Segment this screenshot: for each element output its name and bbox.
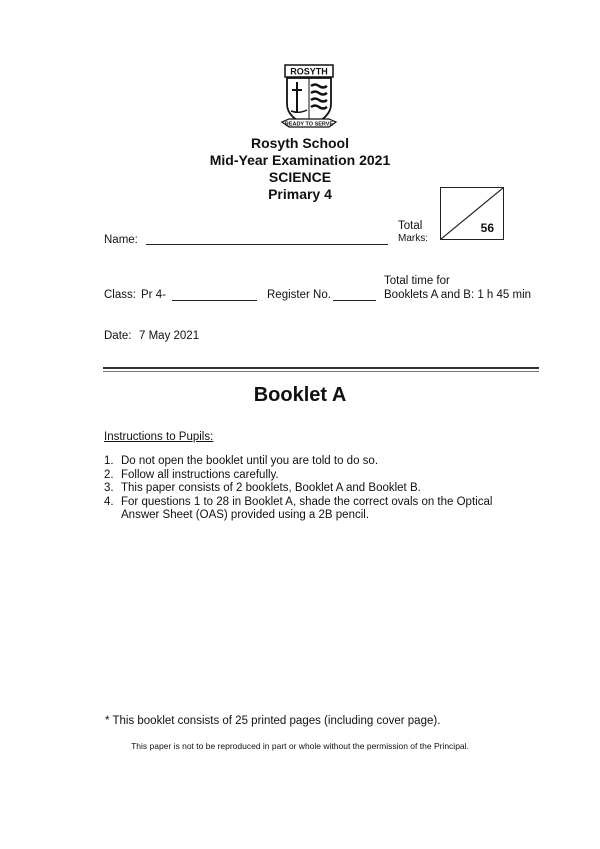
total-marks-label-1: Total (398, 220, 423, 232)
instruction-text: For questions 1 to 28 in Booklet A, shade the correct ovals on the Optical Answer Sheet (OAS) provided using a 2B pencil. (121, 495, 493, 521)
date-value: 7 May 2021 (139, 330, 200, 342)
register-field[interactable] (333, 300, 376, 301)
name-label: Name: (104, 234, 138, 246)
total-marks-value: 56 (480, 221, 494, 235)
page-count-note: * This booklet consists of 25 printed pages (including cover page). (105, 715, 441, 727)
copyright-notice: This paper is not to be reproduced in part or whole without the permission of the Principal. (131, 741, 469, 751)
instruction-number: 4. (104, 495, 114, 508)
level-title: Primary 4 (268, 186, 332, 202)
instruction-text: Follow all instructions carefully. (121, 468, 279, 481)
instruction-number: 3. (104, 482, 114, 494)
subject-title: SCIENCE (268, 169, 332, 185)
instructions-list (104, 455, 524, 523)
instructions-title: Instructions to Pupils: (104, 431, 214, 443)
instruction-item (104, 482, 524, 496)
total-marks-label-2: Marks: (398, 233, 428, 244)
crest-motto: READY TO SERVE (284, 121, 334, 128)
register-label: Register No. (267, 289, 331, 301)
instruction-item (104, 496, 524, 523)
instruction-text: Do not open the booklet until you are told to do so. (121, 455, 379, 467)
instruction-item (104, 455, 524, 469)
name-field[interactable] (146, 244, 388, 245)
divider-rule-thin (103, 371, 539, 372)
class-prefix: Pr 4- (141, 289, 166, 301)
date-label: Date: (104, 330, 132, 342)
instruction-text: This paper consists of 2 booklets, Booklet A and Booklet B. (121, 482, 421, 494)
instruction-item (104, 469, 524, 483)
class-label: Class: (104, 289, 136, 301)
total-time-label: Total time for (384, 275, 450, 287)
instruction-number: 1. (104, 455, 114, 467)
exam-title: Mid-Year Examination 2021 (209, 152, 391, 168)
total-time-value: Booklets A and B: 1 h 45 min (384, 289, 532, 301)
booklet-title: Booklet A (253, 384, 347, 406)
school-crest-logo (279, 64, 339, 132)
divider-rule (103, 367, 539, 369)
instruction-number: 2. (104, 468, 114, 481)
total-marks-box (440, 187, 504, 240)
crest-banner-text: ROSYTH (290, 66, 328, 77)
class-field[interactable] (172, 300, 257, 301)
school-name: Rosyth School (250, 135, 349, 151)
